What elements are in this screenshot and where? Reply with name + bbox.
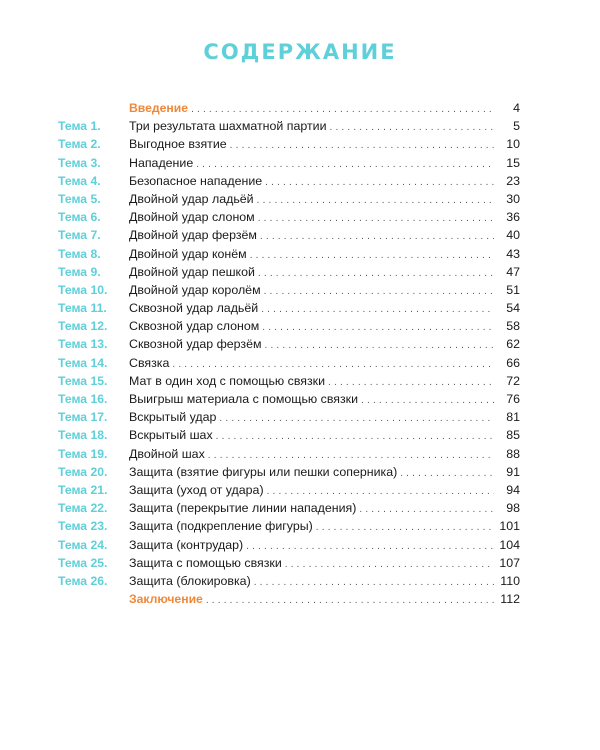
toc-entry-label: Тема 14. [58,355,108,370]
toc-entry-body [129,390,520,410]
toc-entry-label: Тема 18. [58,428,108,443]
toc-entry[interactable] [58,154,520,172]
toc-entry-label: Тема 7. [58,228,101,243]
toc-entry-page-number: 43 [506,246,520,261]
toc-entry-label: Тема 10. [58,282,108,297]
toc-entry-title: Сквозной удар слоном [129,319,260,334]
toc-entry[interactable] [58,445,520,463]
toc-entry[interactable] [58,426,520,444]
toc-entry-title: Защита (перекрытие линии нападения) [129,501,357,516]
toc-entry-body [129,572,520,592]
toc-entry-title: Защита (блокировка) [129,573,251,588]
toc-entry[interactable] [58,481,520,499]
toc-entry-page-number: 104 [499,537,520,552]
toc-entry-body [129,154,520,174]
toc-entry-title: Двойной шах [129,446,205,461]
toc-entry-label: Тема 21. [58,482,108,497]
table-of-contents [58,99,520,608]
toc-entry-title: Вскрытый шах [129,428,213,443]
toc-entry-label: Тема 6. [58,210,101,225]
toc-entry-page-number: 4 [513,101,520,115]
toc-entry-page-number: 36 [506,210,520,225]
toc-entry[interactable] [58,408,520,426]
toc-entry-page-number: 47 [506,264,520,279]
toc-entry[interactable] [58,135,520,153]
toc-entry[interactable] [58,299,520,317]
toc-entry-body [129,463,520,483]
toc-entry-label: Тема 2. [58,137,101,152]
toc-entry-label: Тема 17. [58,410,108,425]
toc-entry[interactable] [58,572,520,590]
toc-entry-label: Тема 8. [58,246,101,261]
toc-entry-label: Тема 5. [58,191,101,206]
toc-entry[interactable] [58,372,520,390]
toc-entry[interactable] [58,499,520,517]
toc-entry-title: Защита (контрудар) [129,537,244,552]
toc-entry-body [129,445,520,465]
toc-entry-label: Тема 11. [58,301,107,316]
toc-entry-title: Двойной удар ладьёй [129,191,254,206]
toc-entry-page-number: 110 [500,573,520,588]
toc-entry-body [129,426,520,446]
toc-entry-body [129,590,520,610]
toc-entry-body [129,299,520,319]
toc-entry-page-number: 88 [506,446,520,461]
toc-entry-body [129,281,520,301]
toc-entry-label: Тема 24. [58,537,108,552]
toc-entry-body [129,263,520,283]
toc-entry-page-number: 62 [506,337,520,352]
toc-entry-title: Выгодное взятие [129,137,227,152]
toc-entry[interactable] [58,317,520,335]
toc-entry-label: Тема 16. [58,392,108,406]
toc-entry-body [129,481,520,501]
toc-entry-page-number: 112 [500,592,520,607]
toc-entry-title: Нападение [129,155,194,170]
toc-entry-title: Безопасное нападение [129,173,263,188]
toc-entry-page-number: 91 [506,464,520,479]
toc-entry-body [129,226,520,246]
toc-entry-page-number: 94 [506,482,520,497]
toc-entry[interactable] [58,590,520,608]
toc-entry-title: Мат в один ход с помощью связки [129,373,326,388]
toc-entry-page-number: 30 [506,191,520,206]
toc-entry[interactable] [58,463,520,481]
toc-entry-label: Тема 3. [58,155,101,170]
toc-entry-body [129,372,520,392]
toc-entry-title: Защита с помощью связки [129,555,282,570]
toc-entry-label: Тема 15. [58,373,108,388]
toc-entry-title: Сквозной удар ладьёй [129,301,259,316]
toc-entry-page-number: 66 [506,355,520,370]
toc-entry-title: Три результата шахматной партии [129,119,327,134]
toc-entry-title: Двойной удар слоном [129,210,255,225]
toc-entry[interactable] [58,354,520,372]
toc-entry[interactable] [58,536,520,554]
toc-entry-title: Введение [129,101,189,115]
toc-entry-label: Тема 9. [58,264,101,279]
toc-entry-body [129,354,520,374]
toc-entry-page-number: 51 [506,282,520,297]
toc-entry-title: Двойной удар ферзём [129,228,257,243]
toc-entry[interactable] [58,226,520,244]
toc-entry[interactable] [58,245,520,263]
toc-entry-page-number: 10 [506,137,520,152]
toc-entry-title: Выигрыш материала с помощью связки [129,392,359,406]
toc-entry-body [129,499,520,519]
toc-entry-label: Тема 4. [58,173,101,188]
toc-entry-page-number: 5 [513,119,520,134]
toc-entry-title: Двойной удар пешкой [129,264,255,279]
toc-entry-title: Сквозной удар ферзём [129,337,262,352]
toc-entry-page-number: 85 [506,428,520,443]
toc-entry-title: Вскрытый удар [129,410,217,425]
toc-entry[interactable] [58,517,520,535]
toc-entry-page-number: 40 [506,228,520,243]
toc-entry-page-number: 15 [506,155,520,170]
toc-entry-label: Тема 22. [58,501,108,516]
toc-entry-body [129,117,520,137]
toc-entry-page-number: 98 [506,501,520,516]
toc-entry[interactable] [58,208,520,226]
toc-entry-page-number: 58 [506,319,520,334]
toc-entry[interactable] [58,99,520,117]
toc-entry-body [129,408,520,428]
toc-entry-page-number: 107 [499,555,520,570]
toc-entry-title: Связка [129,355,170,370]
toc-entry-label: Тема 25. [58,555,108,570]
toc-entry-title: Защита (уход от удара) [129,482,264,497]
toc-entry-title: Защита (подкрепление фигуры) [129,519,313,534]
toc-entry[interactable] [58,172,520,190]
toc-entry[interactable] [58,281,520,299]
toc-entry-body [129,245,520,265]
toc-entry-body [129,208,520,228]
toc-entry[interactable] [58,554,520,572]
toc-entry[interactable] [58,335,520,353]
toc-entry-title: Двойной удар королём [129,282,261,297]
toc-entry-body [129,517,520,537]
toc-entry-label: Тема 19. [58,446,108,461]
toc-entry-page-number: 23 [506,173,520,188]
toc-entry-title: Защита (взятие фигуры или пешки соперника) [129,464,398,479]
toc-entry-label: Тема 26. [58,573,108,588]
toc-entry-label: Тема 12. [58,319,108,334]
toc-entry-page-number: 81 [506,410,520,425]
dot-leader [206,592,494,610]
toc-entry-body [129,536,520,556]
toc-entry-page-number: 54 [506,301,520,316]
toc-entry-page-number: 76 [506,392,520,406]
toc-entry-body [129,190,520,210]
toc-entry-title: Заключение [129,592,203,607]
toc-entry[interactable] [58,390,520,408]
toc-entry-body [129,335,520,355]
toc-entry-label: Тема 1. [58,119,101,134]
toc-entry-body [129,172,520,192]
toc-entry-title: Двойной удар конём [129,246,247,261]
toc-entry-body [129,135,520,155]
toc-entry-page-number: 72 [506,373,520,388]
toc-entry[interactable] [58,190,520,208]
toc-entry-label: Тема 13. [58,337,108,352]
toc-entry-label: Тема 20. [58,464,108,479]
toc-entry-label: Тема 23. [58,519,108,534]
toc-entry-body [129,99,520,119]
toc-entry[interactable] [58,263,520,281]
toc-entry-body [129,317,520,337]
toc-entry-body [129,554,520,574]
toc-entry-page-number: 101 [499,519,520,534]
toc-entry[interactable] [58,117,520,135]
page-title: СОДЕРЖАНИЕ [203,40,397,64]
